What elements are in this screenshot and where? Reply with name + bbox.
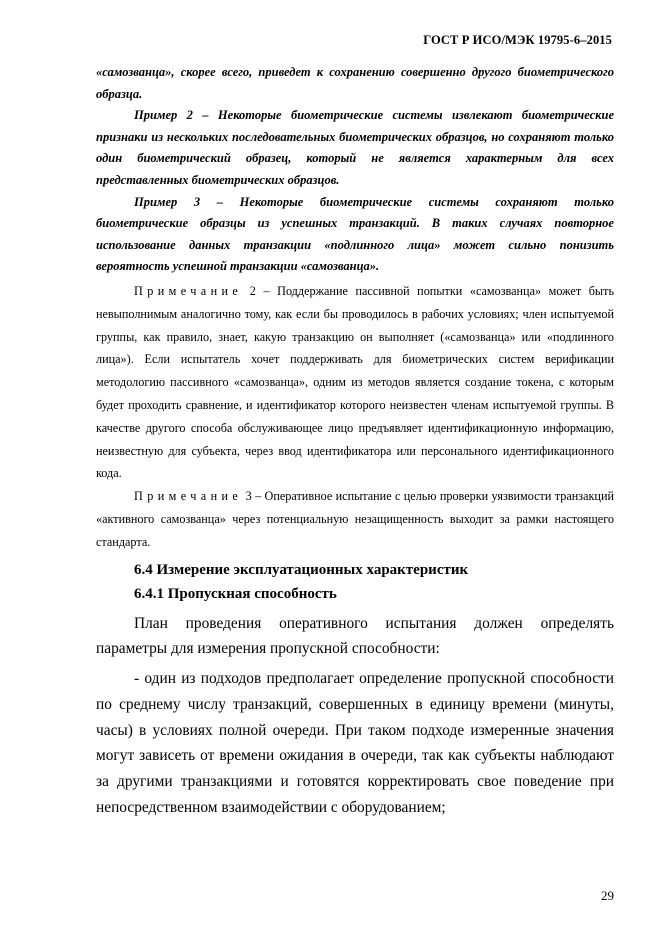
- page-content: [96, 62, 614, 821]
- example-continuation: «самозванца», скорее всего, приведет к сохранению совершенно другого биометрического образца.: [96, 65, 614, 101]
- section-heading-6-4: 6.4 Измерение эксплуатационных характеристик: [134, 561, 469, 578]
- note-2-text: 2 – Поддержание пассивной попытки «самозванца» может быть невыполнимым аналогично тому, как если бы проводилось в рабочих условиях; член испытуемой группы, как правило, знает, какую транзакцию он выполняет («самозванца» или «подлинного лица»). Если испытатель хочет поддерживать для биометрических систем верификации методологию пассивного «самозванца», одним из методов является создание токена, с которым будет проходить сравнение, и идентификатор которого неизвестен членам испытуемой группы. В качестве другого способа обслуживающее лицо предъявляет идентификационную информацию, неизвестную для субъекта, через ввод идентификатора или персонального идентификационного кода.: [96, 283, 614, 481]
- note-3-label: Примечание: [134, 489, 243, 504]
- page-number: 29: [601, 888, 614, 903]
- example-2: Пример 2 – Некоторые биометрические системы извлекают биометрические признаки из нескольких последовательных биометрических образцов, но сохраняют только один биометрический образец, который не является характерным для всех представленных биометрических образцов.: [96, 108, 614, 187]
- body-paragraph-1: План проведения оперативного испытания должен определять параметры для измерения пропускной способности:: [96, 614, 614, 658]
- note-2: [96, 280, 614, 485]
- note-2-label: Примечание: [134, 283, 243, 298]
- section-heading-6-4-1: 6.4.1 Пропускная способность: [134, 585, 337, 602]
- standard-header: ГОСТ Р ИСО/МЭК 19795-6–2015: [423, 33, 612, 47]
- note-3-text: 3 – Оперативное испытание с целью проверки уязвимости транзакций «активного самозванца» через потенциальную незащищенность выходит за рамки настоящего стандарта.: [96, 489, 614, 549]
- example-3: Пример 3 – Некоторые биометрические системы сохраняют только биометрические образцы из успешных транзакций. В таких случаях повторное использование данных транзакции «подлинного лица» может сильно понизить вероятность успешной транзакции «самозванца».: [96, 194, 614, 274]
- note-3: [96, 485, 614, 553]
- body-paragraph-2: - один из подходов предполагает определение пропускной способности по среднему числу транзакций, совершенных в единицу времени (минуты, часы) в условиях полной очереди. При таком подходе измеренные значения могут зависеть от времени ожидания в очереди, так как субъекты наблюдают за другими транзакциями и готовятся корректировать свое поведение при непосредственном взаимодействии с оборудованием;: [96, 670, 614, 817]
